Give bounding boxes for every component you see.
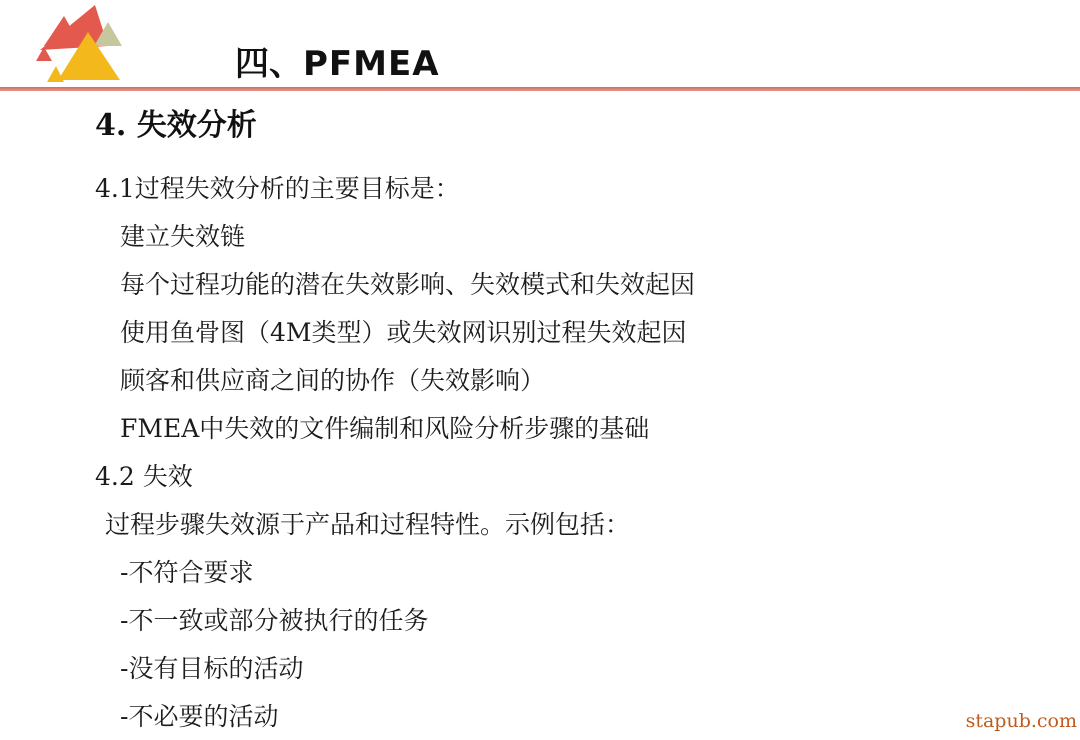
content-line-failure-chain: 建立失效链 bbox=[120, 222, 246, 251]
watermark: stapub.com bbox=[965, 710, 1077, 732]
triangle-mountains-logo bbox=[28, 2, 128, 86]
header-divider bbox=[0, 87, 1080, 91]
slide-title bbox=[235, 42, 440, 92]
content-line-nonconformity: -不符合要求 bbox=[120, 558, 254, 587]
content-line-no-target: -没有目标的活动 bbox=[120, 654, 304, 683]
content-line-collaboration: 顾客和供应商之间的协作（失效影响） bbox=[120, 366, 546, 395]
slide-title-main: PFMEA bbox=[303, 44, 440, 84]
content-line-effects-modes: 每个过程功能的潜在失效影响、失效模式和失效起因 bbox=[120, 270, 696, 299]
content-line-examples: 过程步骤失效源于产品和过程特性。示例包括： bbox=[105, 510, 631, 539]
content-line-unnecessary: -不必要的活动 bbox=[120, 702, 279, 731]
content-line-partial-task: -不一致或部分被执行的任务 bbox=[120, 606, 429, 635]
content-body bbox=[0, 163, 1080, 739]
content-line-4-2-heading: 4.2 失效 bbox=[95, 462, 193, 491]
slide-title-prefix: 四、 bbox=[235, 44, 303, 84]
content-line-fishbone: 使用鱼骨图（4M类型）或失效网识别过程失效起因 bbox=[120, 318, 687, 347]
section-heading: 4. 失效分析 bbox=[95, 108, 257, 143]
content-line-objectives: 4.1过程失效分析的主要目标是： bbox=[95, 174, 460, 203]
content-line-fmea-basis: FMEA中失效的文件编制和风险分析步骤的基础 bbox=[120, 414, 650, 443]
